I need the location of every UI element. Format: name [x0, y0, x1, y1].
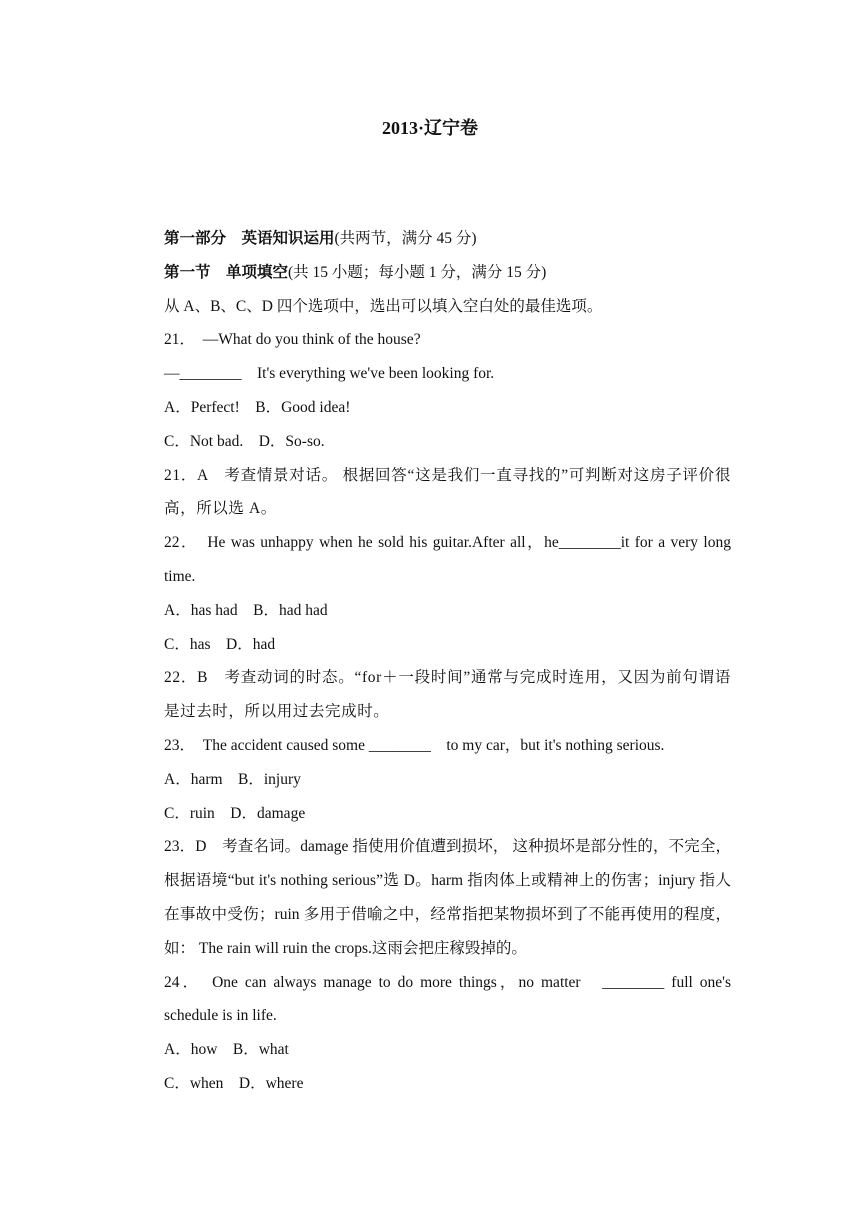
subsection-heading	[131, 256, 731, 290]
question-22-stem: 22． He was unhappy when he sold his guitar.After all，he________it for a very long time.	[164, 534, 731, 585]
part-heading	[131, 222, 731, 256]
instruction-text: 从 A、B、C、D 四个选项中，选出可以填入空白处的最佳选项。	[164, 297, 603, 315]
page-title: 2013·辽宁卷	[381, 118, 478, 138]
subsection-heading-detail: (共 15 小题；每小题 1 分，满分 15 分)	[288, 263, 547, 281]
question-22-answer: 22．B 考查动词的时态。“for＋一段时间”通常与完成时连用，又因为前句谓语是过去时，所以用过去完成时。	[164, 669, 731, 721]
question-21-stem: 21． —What do you think of the house?	[164, 331, 421, 349]
question-23-answer: 23．D 考查名词。damage 指使用价值遭到损坏， 这种损坏是部分性的，不完全，根据语境“but it's nothing serious”选 D。harm 指肉体上或精神上的伤害；injury 指人在事故中受伤；ruin 多用于借喻之中，经常指把某物损坏到了不能再使用的程度，如： The rain will ruin the crops.这雨会把庄稼毁掉的。	[164, 838, 731, 957]
question-23-options-ab: A．harm B．injury	[164, 770, 301, 788]
question-21-response: —________ It's everything we've been looking for.	[164, 365, 495, 383]
subsection-heading-bold: 第一节 单项填空	[164, 263, 289, 281]
question-21-options-ab: A．Perfect! B．Good idea!	[164, 398, 351, 416]
part-heading-detail: (共两节，满分 45 分)	[334, 230, 477, 247]
question-22-options-ab: A．has had B．had had	[164, 601, 328, 619]
question-22-options-cd: C．has D．had	[164, 635, 276, 653]
question-23-options-cd: C．ruin D．damage	[164, 804, 306, 822]
question-21-answer: 21．A 考查情景对话。 根据回答“这是我们一直寻找的”可判断对这房子评价很高，所以选 A。	[164, 466, 731, 518]
document-body	[131, 222, 731, 1101]
question-24-options-cd: C．when D．where	[164, 1074, 304, 1092]
question-21-options-cd: C．Not bad. D．So-so.	[164, 432, 325, 450]
question-24-stem: 24． One can always manage to do more things，no matter ________ full one's schedule is in life.	[164, 973, 731, 1025]
part-heading-bold: 第一部分 英语知识运用	[164, 230, 335, 247]
question-24-options-ab: A．how B．what	[164, 1041, 289, 1059]
question-23-stem: 23． The accident caused some ________ to my car，but it's nothing serious.	[164, 736, 665, 754]
